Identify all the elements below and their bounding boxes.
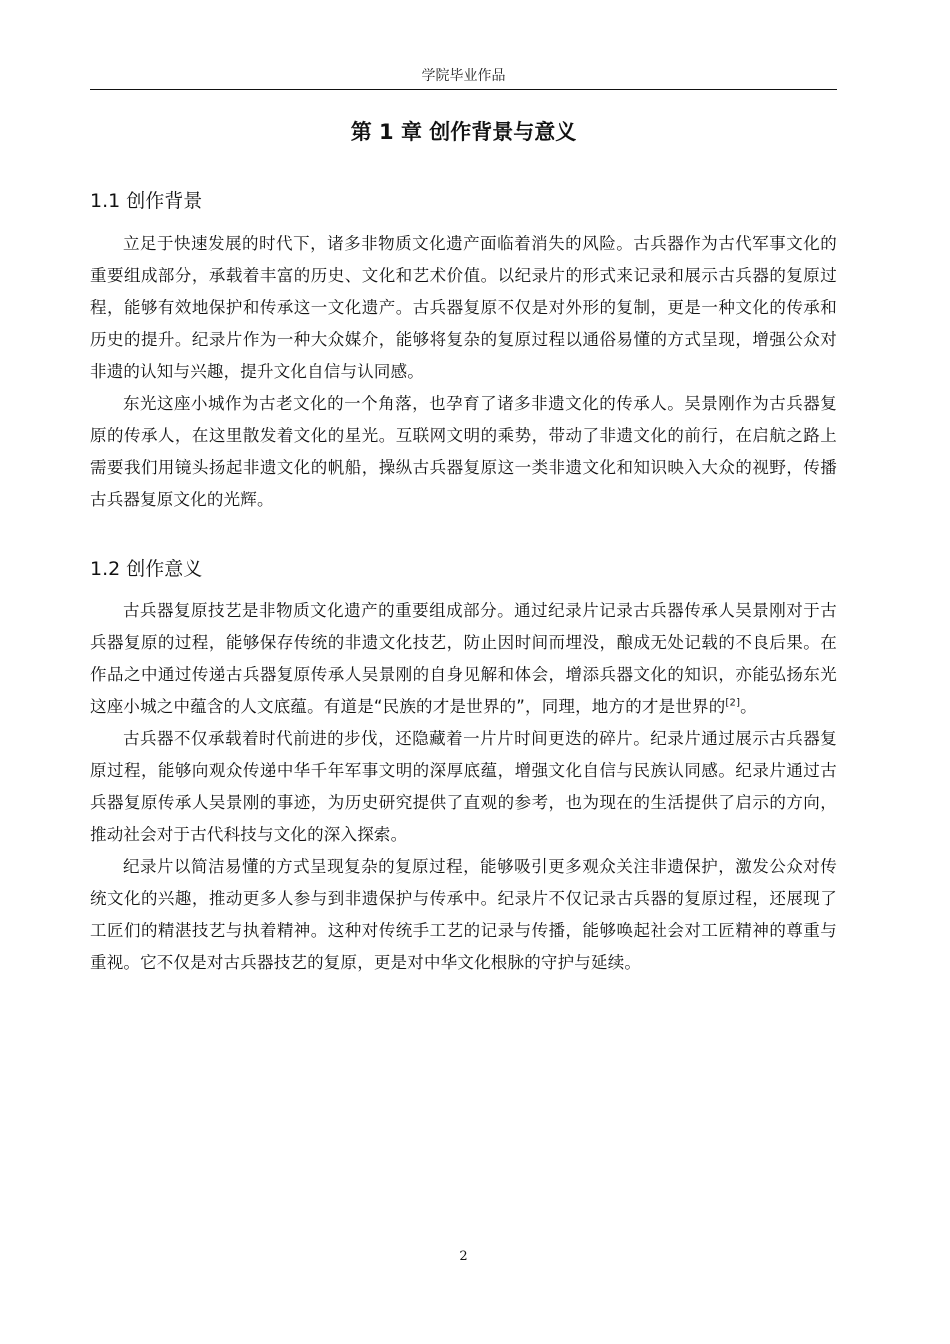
paragraph: 纪录片以简洁易懂的方式呈现复杂的复原过程，能够吸引更多观众关注非遗保护，激发公众对传统文化的兴趣，推动更多人参与到非遗保护与传承中。纪录片不仅记录古兵器的复原过程，还展现了工匠们的精湛技艺与执着精神。这种对传统手工艺的记录与传播，能够唤起社会对工匠精神的尊重与重视。它不仅是对古兵器技艺的复原，更是对中华文化根脉的守护与延续。 <box>90 857 837 972</box>
section-heading-significance: 1.2 创作意义 <box>90 558 203 580</box>
paragraph <box>90 595 837 723</box>
chapter-title: 第 1 章 创作背景与意义 <box>350 120 577 144</box>
paragraph: 东光这座小城作为古老文化的一个角落，也孕育了诸多非遗文化的传承人。吴景刚作为古兵器复原的传承人，在这里散发着文化的星光。互联网文明的乘势，带动了非遗文化的前行，在启航之路上需要我们用镜头扬起非遗文化的帆船，操纵古兵器复原这一类非遗文化和知识映入大众的视野，传播古兵器复原文化的光辉。 <box>90 394 837 509</box>
page-header: 学院毕业作品 <box>421 68 506 84</box>
paragraph: 立足于快速发展的时代下，诸多非物质文化遗产面临着消失的风险。古兵器作为古代军事文化的重要组成部分，承载着丰富的历史、文化和艺术价值。以纪录片的形式来记录和展示古兵器的复原过程，能够有效地保护和传承这一文化遗产。古兵器复原不仅是对外形的复制，更是一种文化的传承和历史的提升。纪录片作为一种大众媒介，能够将复杂的复原过程以通俗易懂的方式呈现，增强公众对非遗的认知与兴趣，提升文化自信与认同感。 <box>90 234 837 381</box>
paragraph-text: 古兵器复原技艺是非物质文化遗产的重要组成部分。通过纪录片记录古兵器传承人吴景刚对于古兵器复原的过程，能够保存传统的非遗文化技艺，防止因时间而埋没，酿成无处记载的不良后果。在作品之中通过传递古兵器复原传承人吴景刚的自身见解和体会，增添兵器文化的知识，亦能弘扬东光这座小城之中蕴含的人文底蕴。有道是“民族的才是世界的”，同理，地方的才是世界的 <box>90 601 837 716</box>
paragraph-tail: 。 <box>740 697 757 716</box>
header-rule <box>90 89 837 90</box>
section-body-background <box>90 228 837 516</box>
page-number: 2 <box>459 1249 468 1264</box>
citation-marker: [2] <box>725 697 741 709</box>
paragraph: 古兵器不仅承载着时代前进的步伐，还隐藏着一片片时间更迭的碎片。纪录片通过展示古兵器复原过程，能够向观众传递中华千年军事文明的深厚底蕴，增强文化自信与民族认同感。纪录片通过古兵器复原传承人吴景刚的事迹，为历史研究提供了直观的参考，也为现在的生活提供了启示的方向，推动社会对于古代科技与文化的深入探索。 <box>90 729 837 844</box>
section-body-significance <box>90 595 837 979</box>
section-heading-background: 1.1 创作背景 <box>90 190 203 212</box>
